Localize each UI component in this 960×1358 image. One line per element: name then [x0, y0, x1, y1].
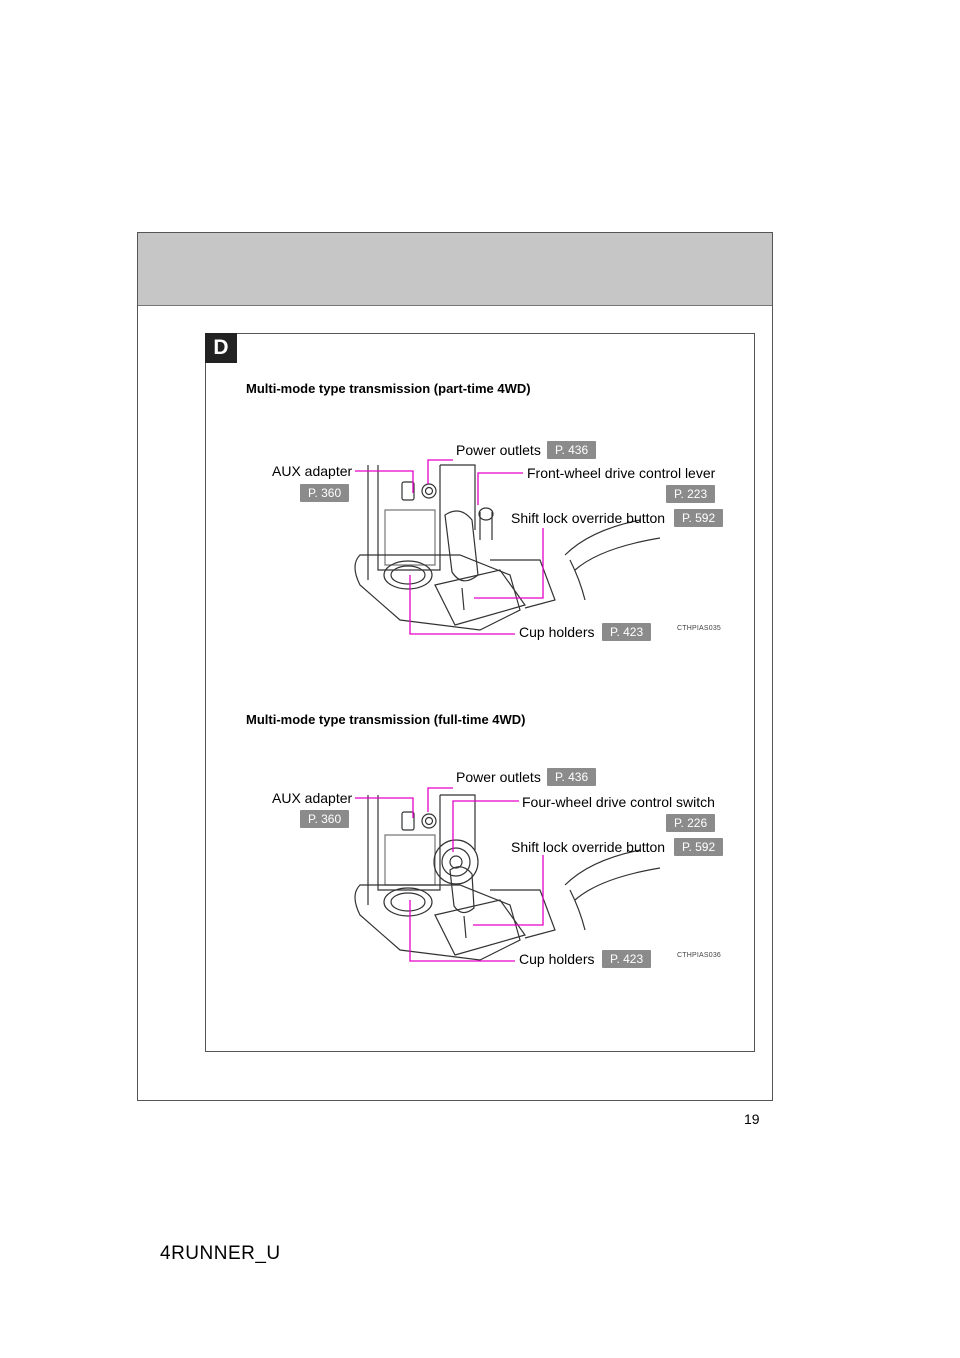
page-number: 19 — [744, 1111, 760, 1127]
front-wheel-drive-lever-page-ref[interactable]: P. 223 — [666, 485, 715, 503]
cup-holders-label: Cup holders — [519, 951, 595, 967]
power-outlets-page-ref[interactable]: P. 436 — [547, 768, 596, 786]
figure-2-code: CTHPIAS036 — [677, 952, 722, 959]
shift-lock-page-ref[interactable]: P. 592 — [674, 838, 723, 856]
footer-code: 4RUNNER_U — [160, 1243, 281, 1264]
shift-lock-label: Shift lock override button — [511, 839, 666, 855]
figure-2-title: Multi-mode type transmission (full-time 4WD) — [246, 712, 526, 727]
figure-1-title: Multi-mode type transmission (part-time 4WD) — [246, 381, 531, 396]
cup-holders-label: Cup holders — [519, 624, 595, 640]
aux-adapter-label: AUX adapter — [272, 790, 353, 806]
front-wheel-drive-lever-label: Front-wheel drive control lever — [527, 465, 716, 481]
aux-adapter-page-ref[interactable]: P. 360 — [300, 810, 349, 828]
cup-holders-page-ref[interactable]: P. 423 — [602, 623, 651, 641]
power-outlets-label: Power outlets — [456, 442, 541, 458]
aux-adapter-label: AUX adapter — [272, 463, 353, 479]
four-wheel-drive-switch-page-ref[interactable]: P. 226 — [666, 814, 715, 832]
power-outlets-page-ref[interactable]: P. 436 — [547, 441, 596, 459]
figure-1-code: CTHPIAS035 — [677, 625, 722, 632]
section-tab: D — [205, 333, 237, 363]
cup-holders-page-ref[interactable]: P. 423 — [602, 950, 651, 968]
figure-2-callout-lines — [0, 700, 960, 1000]
power-outlets-label: Power outlets — [456, 769, 541, 785]
shift-lock-page-ref[interactable]: P. 592 — [674, 509, 723, 527]
four-wheel-drive-switch-label: Four-wheel drive control switch — [522, 794, 715, 810]
shift-lock-label: Shift lock override button — [511, 510, 666, 526]
aux-adapter-page-ref[interactable]: P. 360 — [300, 484, 349, 502]
